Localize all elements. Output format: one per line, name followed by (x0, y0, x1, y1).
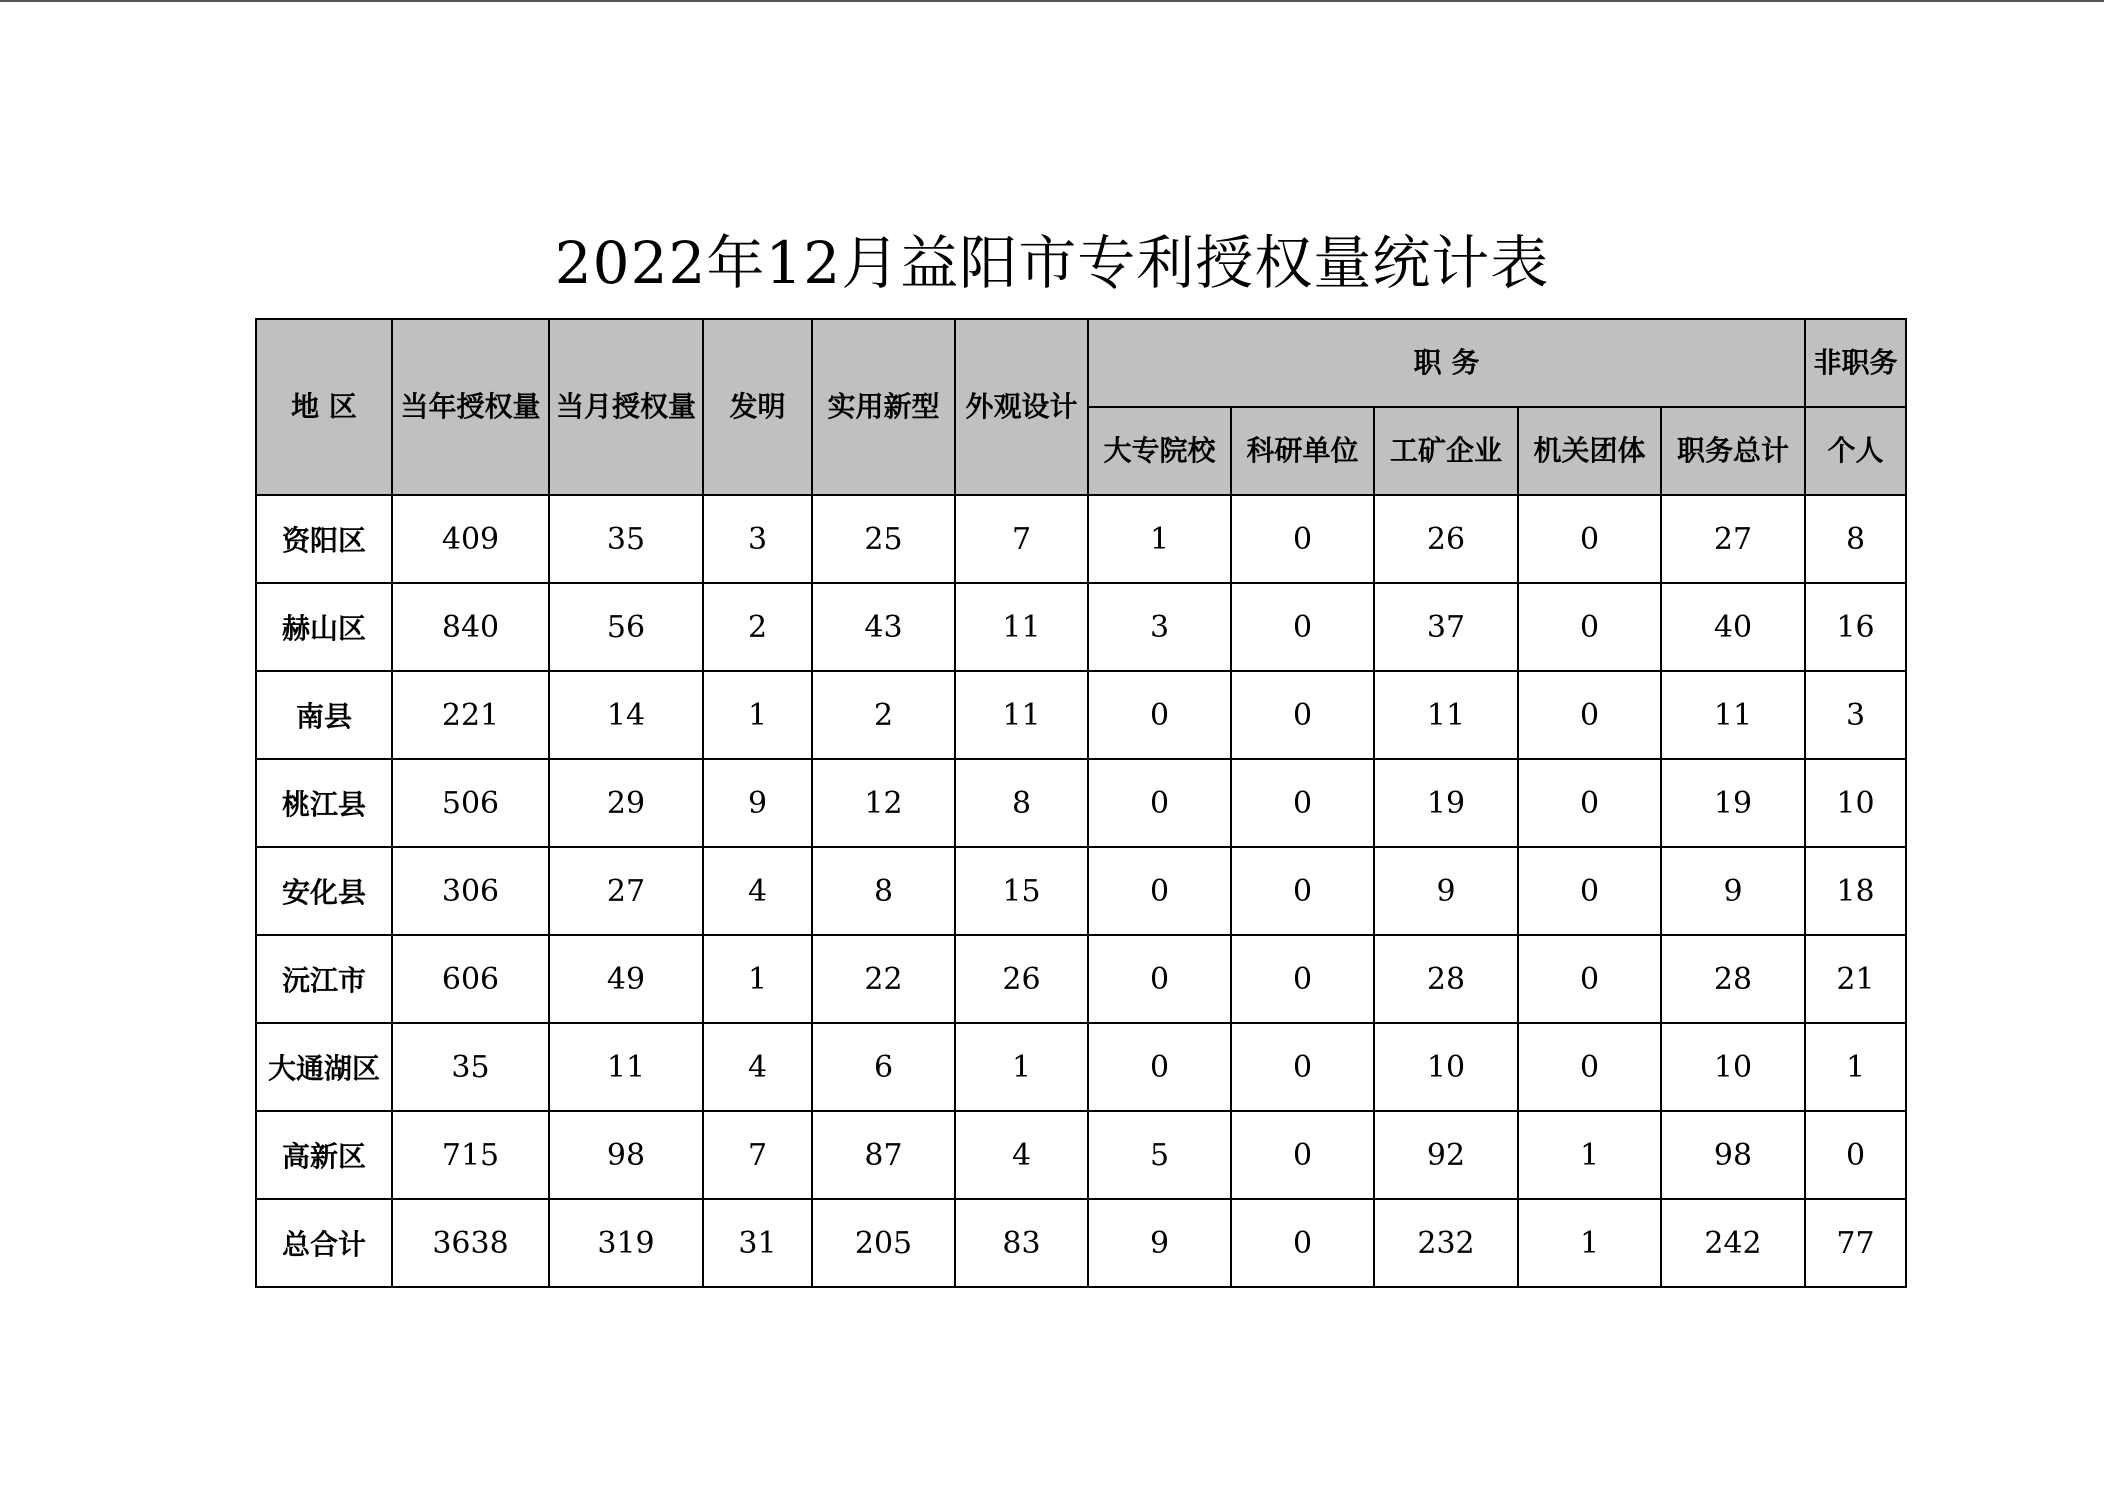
row-region-label: 赫山区 (256, 583, 392, 671)
cell-invention: 4 (703, 847, 812, 935)
table-row (256, 1023, 1906, 1111)
cell-research: 0 (1231, 1023, 1374, 1111)
cell-research: 0 (1231, 671, 1374, 759)
cell-design: 11 (955, 671, 1088, 759)
header-month-total: 当月授权量 (549, 319, 703, 495)
cell-government: 1 (1518, 1199, 1661, 1287)
page-title: 2022年12月益阳市专利授权量统计表 (554, 229, 1550, 297)
header-design: 外观设计 (955, 319, 1088, 495)
cell-service-total: 9 (1661, 847, 1805, 935)
cell-design: 4 (955, 1111, 1088, 1199)
cell-individual: 0 (1805, 1111, 1906, 1199)
cell-month-total: 319 (549, 1199, 703, 1287)
cell-invention: 3 (703, 495, 812, 583)
cell-individual: 21 (1805, 935, 1906, 1023)
cell-research: 0 (1231, 847, 1374, 935)
cell-year-total: 840 (392, 583, 549, 671)
cell-utility-model: 12 (812, 759, 955, 847)
header-region: 地 区 (256, 319, 392, 495)
table-body (256, 495, 1906, 1287)
cell-service-total: 28 (1661, 935, 1805, 1023)
cell-individual: 8 (1805, 495, 1906, 583)
cell-year-total: 715 (392, 1111, 549, 1199)
row-region-label: 大通湖区 (256, 1023, 392, 1111)
table-row (256, 935, 1906, 1023)
cell-month-total: 27 (549, 847, 703, 935)
row-region-label: 桃江县 (256, 759, 392, 847)
cell-invention: 9 (703, 759, 812, 847)
page-top-border (0, 0, 2104, 2)
cell-utility-model: 205 (812, 1199, 955, 1287)
header-service-total: 职务总计 (1661, 407, 1805, 495)
cell-government: 0 (1518, 671, 1661, 759)
cell-service-total: 19 (1661, 759, 1805, 847)
table-row (256, 847, 1906, 935)
cell-design: 1 (955, 1023, 1088, 1111)
cell-government: 0 (1518, 935, 1661, 1023)
table-row (256, 495, 1906, 583)
cell-utility-model: 87 (812, 1111, 955, 1199)
header-invention: 发明 (703, 319, 812, 495)
cell-design: 8 (955, 759, 1088, 847)
cell-college: 9 (1088, 1199, 1231, 1287)
patent-stats-table (255, 318, 1907, 1288)
cell-month-total: 49 (549, 935, 703, 1023)
cell-design: 11 (955, 583, 1088, 671)
cell-research: 0 (1231, 495, 1374, 583)
cell-enterprise: 92 (1374, 1111, 1518, 1199)
header-government: 机关团体 (1518, 407, 1661, 495)
cell-research: 0 (1231, 1111, 1374, 1199)
cell-invention: 1 (703, 671, 812, 759)
cell-year-total: 606 (392, 935, 549, 1023)
cell-government: 0 (1518, 1023, 1661, 1111)
cell-design: 83 (955, 1199, 1088, 1287)
cell-service-total: 11 (1661, 671, 1805, 759)
header-non-service: 非职务 (1805, 319, 1906, 407)
row-region-label: 高新区 (256, 1111, 392, 1199)
table-row (256, 759, 1906, 847)
cell-year-total: 35 (392, 1023, 549, 1111)
table-row (256, 583, 1906, 671)
cell-college: 0 (1088, 671, 1231, 759)
cell-year-total: 3638 (392, 1199, 549, 1287)
row-region-label: 沅江市 (256, 935, 392, 1023)
cell-month-total: 29 (549, 759, 703, 847)
row-region-label: 资阳区 (256, 495, 392, 583)
cell-invention: 4 (703, 1023, 812, 1111)
cell-research: 0 (1231, 759, 1374, 847)
cell-invention: 2 (703, 583, 812, 671)
cell-design: 7 (955, 495, 1088, 583)
cell-government: 1 (1518, 1111, 1661, 1199)
cell-invention: 7 (703, 1111, 812, 1199)
cell-utility-model: 43 (812, 583, 955, 671)
cell-utility-model: 25 (812, 495, 955, 583)
cell-service-total: 98 (1661, 1111, 1805, 1199)
cell-design: 26 (955, 935, 1088, 1023)
header-college: 大专院校 (1088, 407, 1231, 495)
cell-month-total: 11 (549, 1023, 703, 1111)
header-individual: 个人 (1805, 407, 1906, 495)
cell-year-total: 306 (392, 847, 549, 935)
cell-month-total: 14 (549, 671, 703, 759)
cell-individual: 3 (1805, 671, 1906, 759)
total-row (256, 1199, 1906, 1287)
table-row (256, 671, 1906, 759)
cell-individual: 16 (1805, 583, 1906, 671)
cell-individual: 77 (1805, 1199, 1906, 1287)
cell-year-total: 221 (392, 671, 549, 759)
cell-month-total: 56 (549, 583, 703, 671)
cell-service-total: 10 (1661, 1023, 1805, 1111)
cell-enterprise: 28 (1374, 935, 1518, 1023)
cell-year-total: 409 (392, 495, 549, 583)
cell-invention: 31 (703, 1199, 812, 1287)
cell-government: 0 (1518, 847, 1661, 935)
cell-individual: 18 (1805, 847, 1906, 935)
cell-college: 1 (1088, 495, 1231, 583)
cell-invention: 1 (703, 935, 812, 1023)
cell-government: 0 (1518, 759, 1661, 847)
cell-enterprise: 9 (1374, 847, 1518, 935)
cell-college: 5 (1088, 1111, 1231, 1199)
header-service: 职 务 (1088, 319, 1805, 407)
cell-service-total: 242 (1661, 1199, 1805, 1287)
cell-utility-model: 8 (812, 847, 955, 935)
cell-enterprise: 19 (1374, 759, 1518, 847)
header-research: 科研单位 (1231, 407, 1374, 495)
cell-government: 0 (1518, 495, 1661, 583)
cell-year-total: 506 (392, 759, 549, 847)
cell-enterprise: 10 (1374, 1023, 1518, 1111)
row-region-label: 南县 (256, 671, 392, 759)
cell-research: 0 (1231, 935, 1374, 1023)
cell-enterprise: 26 (1374, 495, 1518, 583)
cell-service-total: 27 (1661, 495, 1805, 583)
row-region-label: 总合计 (256, 1199, 392, 1287)
cell-month-total: 98 (549, 1111, 703, 1199)
cell-college: 0 (1088, 1023, 1231, 1111)
cell-government: 0 (1518, 583, 1661, 671)
cell-research: 0 (1231, 583, 1374, 671)
cell-service-total: 40 (1661, 583, 1805, 671)
cell-utility-model: 22 (812, 935, 955, 1023)
cell-college: 0 (1088, 759, 1231, 847)
cell-utility-model: 6 (812, 1023, 955, 1111)
cell-college: 3 (1088, 583, 1231, 671)
cell-month-total: 35 (549, 495, 703, 583)
cell-design: 15 (955, 847, 1088, 935)
row-region-label: 安化县 (256, 847, 392, 935)
cell-individual: 1 (1805, 1023, 1906, 1111)
header-enterprise: 工矿企业 (1374, 407, 1518, 495)
header-utility-model: 实用新型 (812, 319, 955, 495)
cell-enterprise: 11 (1374, 671, 1518, 759)
table-row (256, 1111, 1906, 1199)
cell-college: 0 (1088, 935, 1231, 1023)
cell-individual: 10 (1805, 759, 1906, 847)
cell-enterprise: 37 (1374, 583, 1518, 671)
header-row-1 (256, 319, 1906, 407)
cell-college: 0 (1088, 847, 1231, 935)
cell-enterprise: 232 (1374, 1199, 1518, 1287)
cell-utility-model: 2 (812, 671, 955, 759)
cell-research: 0 (1231, 1199, 1374, 1287)
header-year-total: 当年授权量 (392, 319, 549, 495)
